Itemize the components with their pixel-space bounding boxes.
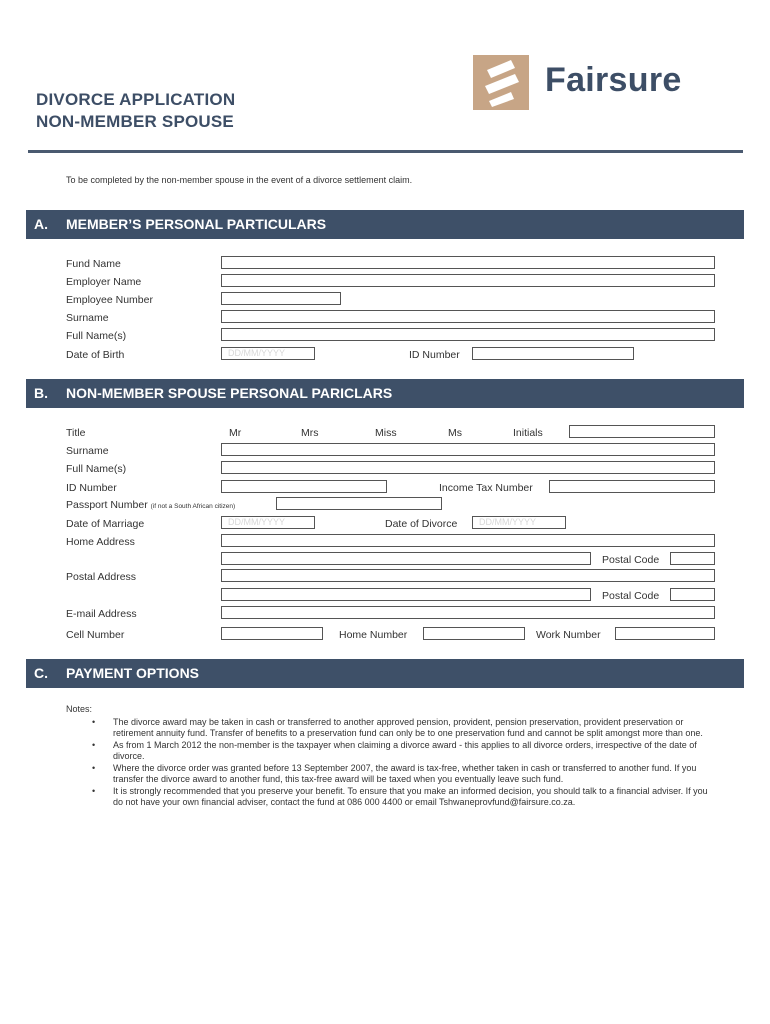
section-b-title: NON-MEMBER SPOUSE PERSONAL PARICLARS [66, 385, 393, 401]
member-full-names-label: Full Name(s) [66, 330, 127, 342]
employer-name-field[interactable] [221, 274, 715, 287]
work-number-field[interactable] [615, 627, 715, 640]
spouse-full-names-label: Full Name(s) [66, 463, 127, 475]
postal-address-label: Postal Address [66, 571, 137, 583]
home-address-label: Home Address [66, 536, 135, 548]
section-b-header [26, 379, 744, 408]
email-label: E-mail Address [66, 608, 137, 620]
passport-note: (if not a South African citizen) [150, 503, 236, 510]
home-postal-code-label: Postal Code [602, 554, 660, 566]
home-address-field-1[interactable] [221, 534, 715, 547]
intro-text: To be completed by the non-member spouse in the event of a divorce settlement claim. [66, 175, 413, 185]
title-option-ms[interactable]: Ms [448, 427, 462, 439]
notes-label: Notes: [66, 704, 93, 714]
section-a-letter: A. [34, 216, 48, 232]
page-title-line-1: DIVORCE APPLICATION [36, 90, 236, 109]
postal-address-field-2[interactable] [221, 588, 591, 601]
initials-label: Initials [513, 427, 543, 439]
title-option-mr[interactable]: Mr [229, 427, 242, 439]
title-label: Title [66, 427, 86, 439]
date-of-marriage-field[interactable]: DD/MM/YYYY [221, 516, 315, 529]
spouse-surname-label: Surname [66, 445, 109, 457]
date-of-divorce-field[interactable]: DD/MM/YYYY [472, 516, 566, 529]
spouse-surname-field[interactable] [221, 443, 715, 456]
home-number-field[interactable] [423, 627, 525, 640]
initials-field[interactable] [569, 425, 715, 438]
email-field[interactable] [221, 606, 715, 619]
member-id-number-field[interactable] [472, 347, 634, 360]
title-option-mrs[interactable]: Mrs [301, 427, 319, 439]
fund-name-label: Fund Name [66, 258, 121, 270]
section-a-title: MEMBER’S PERSONAL PARTICULARS [66, 216, 327, 232]
date-of-birth-field[interactable]: DD/MM/YYYY [221, 347, 315, 360]
employee-number-field[interactable] [221, 292, 341, 305]
postal-postal-code-field[interactable] [670, 588, 715, 601]
section-a-header [26, 210, 744, 239]
date-of-birth-label: Date of Birth [66, 349, 125, 361]
income-tax-field[interactable] [549, 480, 715, 493]
fairsure-logo-text: Fairsure [545, 61, 682, 99]
passport-field[interactable] [276, 497, 442, 510]
payment-notes [66, 704, 711, 809]
postal-postal-code-label: Postal Code [602, 590, 660, 602]
home-postal-code-field[interactable] [670, 552, 715, 565]
passport-label-text: Passport Number [66, 499, 148, 511]
cell-number-field[interactable] [221, 627, 323, 640]
postal-address-field-1[interactable] [221, 569, 715, 582]
member-full-names-field[interactable] [221, 328, 715, 341]
header-divider [28, 150, 743, 153]
page-title-line-2: NON-MEMBER SPOUSE [36, 112, 234, 131]
work-number-label: Work Number [536, 629, 601, 641]
employee-number-label: Employee Number [66, 294, 153, 306]
member-surname-field[interactable] [221, 310, 715, 323]
section-c-title: PAYMENT OPTIONS [66, 665, 200, 681]
spouse-id-number-label: ID Number [66, 482, 117, 494]
fairsure-logo-mark [473, 55, 529, 110]
cell-number-label: Cell Number [66, 629, 125, 641]
section-c-header [26, 659, 744, 688]
member-id-number-label: ID Number [409, 349, 460, 361]
employer-name-label: Employer Name [66, 276, 142, 288]
section-b-letter: B. [34, 385, 48, 401]
passport-label [66, 499, 235, 511]
home-address-field-2[interactable] [221, 552, 591, 565]
note-item: • It is strongly recommended that you preserve your benefit. To ensure that you make an informed decision, you should talk to a financial adviser. If you do not have your own financial adviser, contact the fund at 086 000 4400 or email Tshwaneprovfund@fairsure.co.za. [66, 786, 711, 808]
fund-name-field[interactable] [221, 256, 715, 269]
note-item: • The divorce award may be taken in cash or transferred to another approved pension, provident, pension preservation, provident preservation or retirement annuity fund. Transfer of benefits to a preservation fund can only be to one preservation fund and cannot be split amongst more than one. [66, 717, 711, 739]
note-item: • Where the divorce order was granted before 13 September 2007, the award is tax-free, whether taken in cash or transferred to another fund. If you transfer the divorce award to another fund, this tax-free award will be taxed when you eventually leave such fund. [66, 763, 711, 785]
title-option-miss[interactable]: Miss [375, 427, 397, 439]
date-of-divorce-label: Date of Divorce [385, 518, 458, 530]
income-tax-label: Income Tax Number [439, 482, 533, 494]
member-surname-label: Surname [66, 312, 109, 324]
date-of-marriage-label: Date of Marriage [66, 518, 145, 530]
spouse-full-names-field[interactable] [221, 461, 715, 474]
section-c-letter: C. [34, 665, 48, 681]
home-number-label: Home Number [339, 629, 408, 641]
spouse-id-number-field[interactable] [221, 480, 387, 493]
note-item: • As from 1 March 2012 the non-member is the taxpayer when claiming a divorce award - this applies to all divorce orders, irrespective of the date of divorce. [66, 740, 711, 762]
